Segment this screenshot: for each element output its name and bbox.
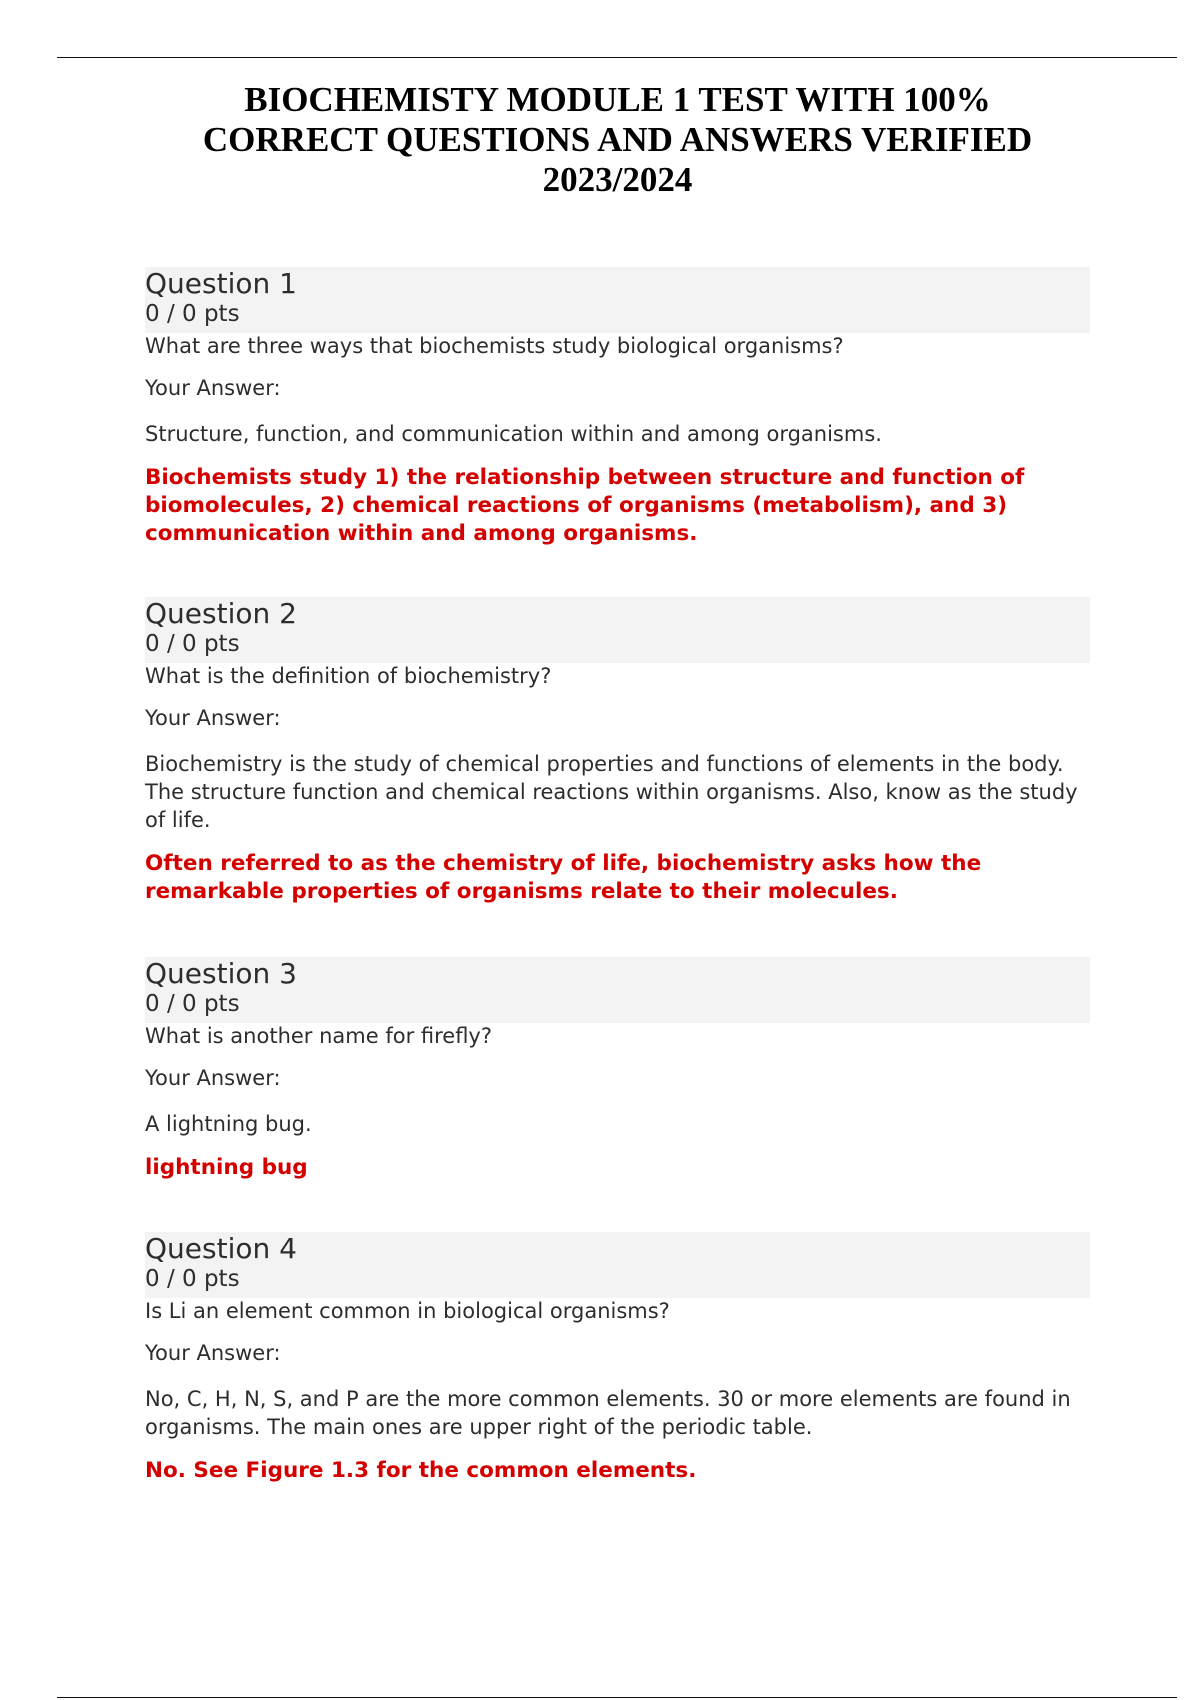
document-title [0, 80, 1200, 200]
your-answer-label: Your Answer: [145, 1341, 281, 1365]
correct-answer: Biochemists study 1) the relationship between structure and function of biomolecules, 2) chemical reactions of organisms (metabolism), and 3) communication within and among organisms. [145, 465, 1025, 546]
your-answer-label: Your Answer: [145, 1066, 281, 1090]
user-answer: Biochemistry is the study of chemical properties and functions of elements in the body. The structure function and chemical reactions within organisms. Also, know as the study of life. [145, 752, 1078, 832]
question-title: Question 4 [145, 1232, 297, 1265]
question-2 [145, 597, 1090, 906]
question-prompt: What is the definition of biochemistry? [145, 664, 552, 688]
top-rule [57, 57, 1177, 58]
question-prompt: Is Li an element common in biological organisms? [145, 1299, 670, 1323]
title-line-1: BIOCHEMISTY MODULE 1 TEST WITH 100% [244, 80, 991, 119]
question-title: Question 1 [145, 267, 297, 300]
your-answer-label: Your Answer: [145, 376, 281, 400]
user-answer: No, C, H, N, S, and P are the more common elements. 30 or more elements are found in organisms. The main ones are upper right of the periodic table. [145, 1387, 1071, 1439]
user-answer: Structure, function, and communication within and among organisms. [145, 422, 882, 446]
question-header [145, 1232, 1090, 1298]
correct-answer: Often referred to as the chemistry of life, biochemistry asks how the remarkable properties of organisms relate to their molecules. [145, 851, 982, 904]
question-points: 0 / 0 pts [145, 631, 240, 657]
correct-answer: No. See Figure 1.3 for the common elements. [145, 1458, 697, 1483]
user-answer: A lightning bug. [145, 1112, 312, 1136]
question-points: 0 / 0 pts [145, 301, 240, 327]
question-4 [145, 1232, 1090, 1485]
correct-answer: lightning bug [145, 1155, 308, 1180]
title-line-2: CORRECT QUESTIONS AND ANSWERS VERIFIED [202, 120, 1033, 159]
question-points: 0 / 0 pts [145, 1266, 240, 1292]
question-points: 0 / 0 pts [145, 991, 240, 1017]
title-line-3: 2023/2024 [542, 160, 693, 199]
question-title: Question 3 [145, 957, 297, 990]
question-header [145, 957, 1090, 1023]
question-header [145, 597, 1090, 663]
your-answer-label: Your Answer: [145, 706, 281, 730]
question-prompt: What are three ways that biochemists study biological organisms? [145, 334, 844, 358]
question-3 [145, 957, 1090, 1182]
question-1 [145, 267, 1090, 548]
question-prompt: What is another name for firefly? [145, 1024, 493, 1048]
question-title: Question 2 [145, 597, 297, 630]
bottom-rule [57, 1697, 1177, 1698]
question-header [145, 267, 1090, 333]
